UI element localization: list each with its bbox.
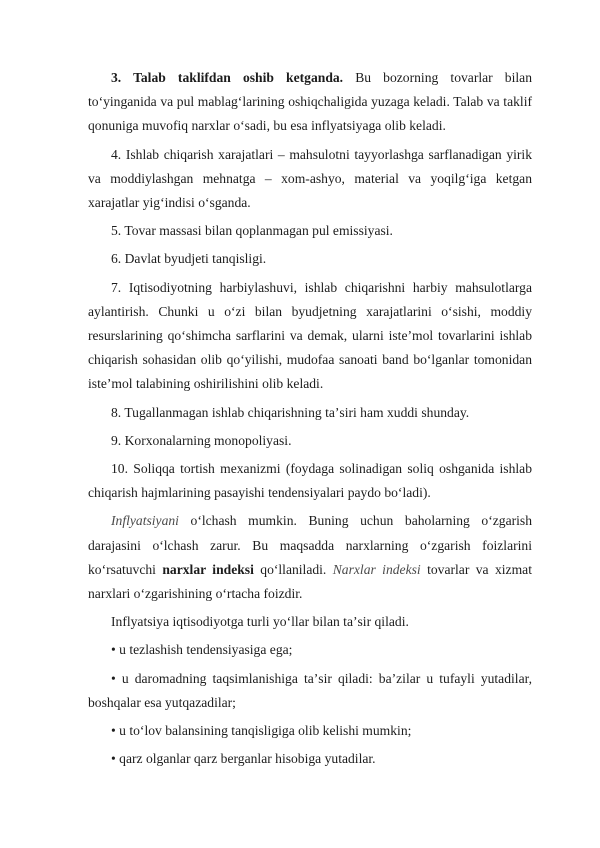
measurement-text-2: qoʻllaniladi.	[253, 561, 333, 577]
bullet-item: • u tezlashish tendensiyasiga ega;	[111, 642, 293, 658]
inflation-measurement-paragraph	[88, 509, 532, 606]
paragraph-9: 9. Korxonalarning monopoliyasi.	[111, 432, 292, 448]
bullet-item: • u daromadning taqsimlanishiga taʼsir qiladi: baʼzilar u tufayli yutadilar, boshqalar esa yutqazadilar;	[88, 670, 532, 710]
paragraph-6: 6. Davlat byudjeti tanqisligi.	[111, 251, 267, 267]
paragraph-3-text: Bu bozorning tovarlar bilan toʻyinganida va pul mablagʻlarining oshiqchaligida yuzaga keladi. Talab va taklif qonuniga muvofiq narxlar oʻsadi, bu esa inflyatsiyaga olib keladi.	[88, 70, 532, 134]
paragraph-3	[88, 66, 532, 139]
price-index-term-bold: narxlar indeksi	[162, 561, 254, 577]
inflation-term: Inflyatsiyani	[111, 513, 179, 529]
measurement-text-1: oʻlchash mumkin. Buning uchun baholarning oʻzgarish darajasini oʻlchash zarur. Bu maqsadda narxlarning oʻzgarish foizlarini koʻrsatuvchi	[88, 513, 532, 577]
paragraph-4: 4. Ishlab chiqarish xarajatlari – mahsulotni tayyorlashga sarflanadigan yirik va moddiylashgan mehnatga – xom-ashyo, material va yoqilgʻiga ketgan xarajatlar yigʻindisi oʻsganda.	[88, 146, 532, 211]
measurement-text-3: tovarlar va xizmat narxlari oʻzgarishining oʻrtacha foizdir.	[88, 561, 532, 602]
paragraph-10: 10. Soliqqa tortish mexanizmi (foydaga solinadigan soliq oshganida ishlab chiqarish hajmlarining pasayishi tendensiyalari paydo boʻladi).	[88, 461, 532, 501]
paragraph-5: 5. Tovar massasi bilan qoplanmagan pul emissiyasi.	[111, 223, 393, 239]
price-index-term-italic: Narxlar indeksi	[332, 561, 421, 577]
bullet-item: • u toʻlov balansining tanqisligiga olib kelishi mumkin;	[111, 723, 412, 739]
paragraph-8: 8. Tugallanmagan ishlab chiqarishning taʼsiri ham xuddi shunday.	[111, 404, 470, 420]
bullet-item: • qarz olganlar qarz berganlar hisobiga yutadilar.	[111, 751, 376, 767]
inflation-effects-intro: Inflyatsiya iqtisodiyotga turli yoʻllar bilan taʼsir qiladi.	[111, 614, 409, 630]
paragraph-7: 7. Iqtisodiyotning harbiylashuvi, ishlab chiqarishni harbiy mahsulotlarga aylantirish. Chunki u oʻzi bilan byudjetning xarajatlarini oʻsishi, moddiy resurslarining qoʻshimcha sarflarini va demak, ularni isteʼmol tovarlarini ishlab chiqarish sohasidan olib qoʻyilishi, mudofaa sanoati band boʻlganlar tomonidan isteʼmol talabining oshirilishini olib keladi.	[88, 279, 532, 392]
paragraph-3-heading: 3. Talab taklifdan oshib ketganda.	[111, 70, 344, 85]
